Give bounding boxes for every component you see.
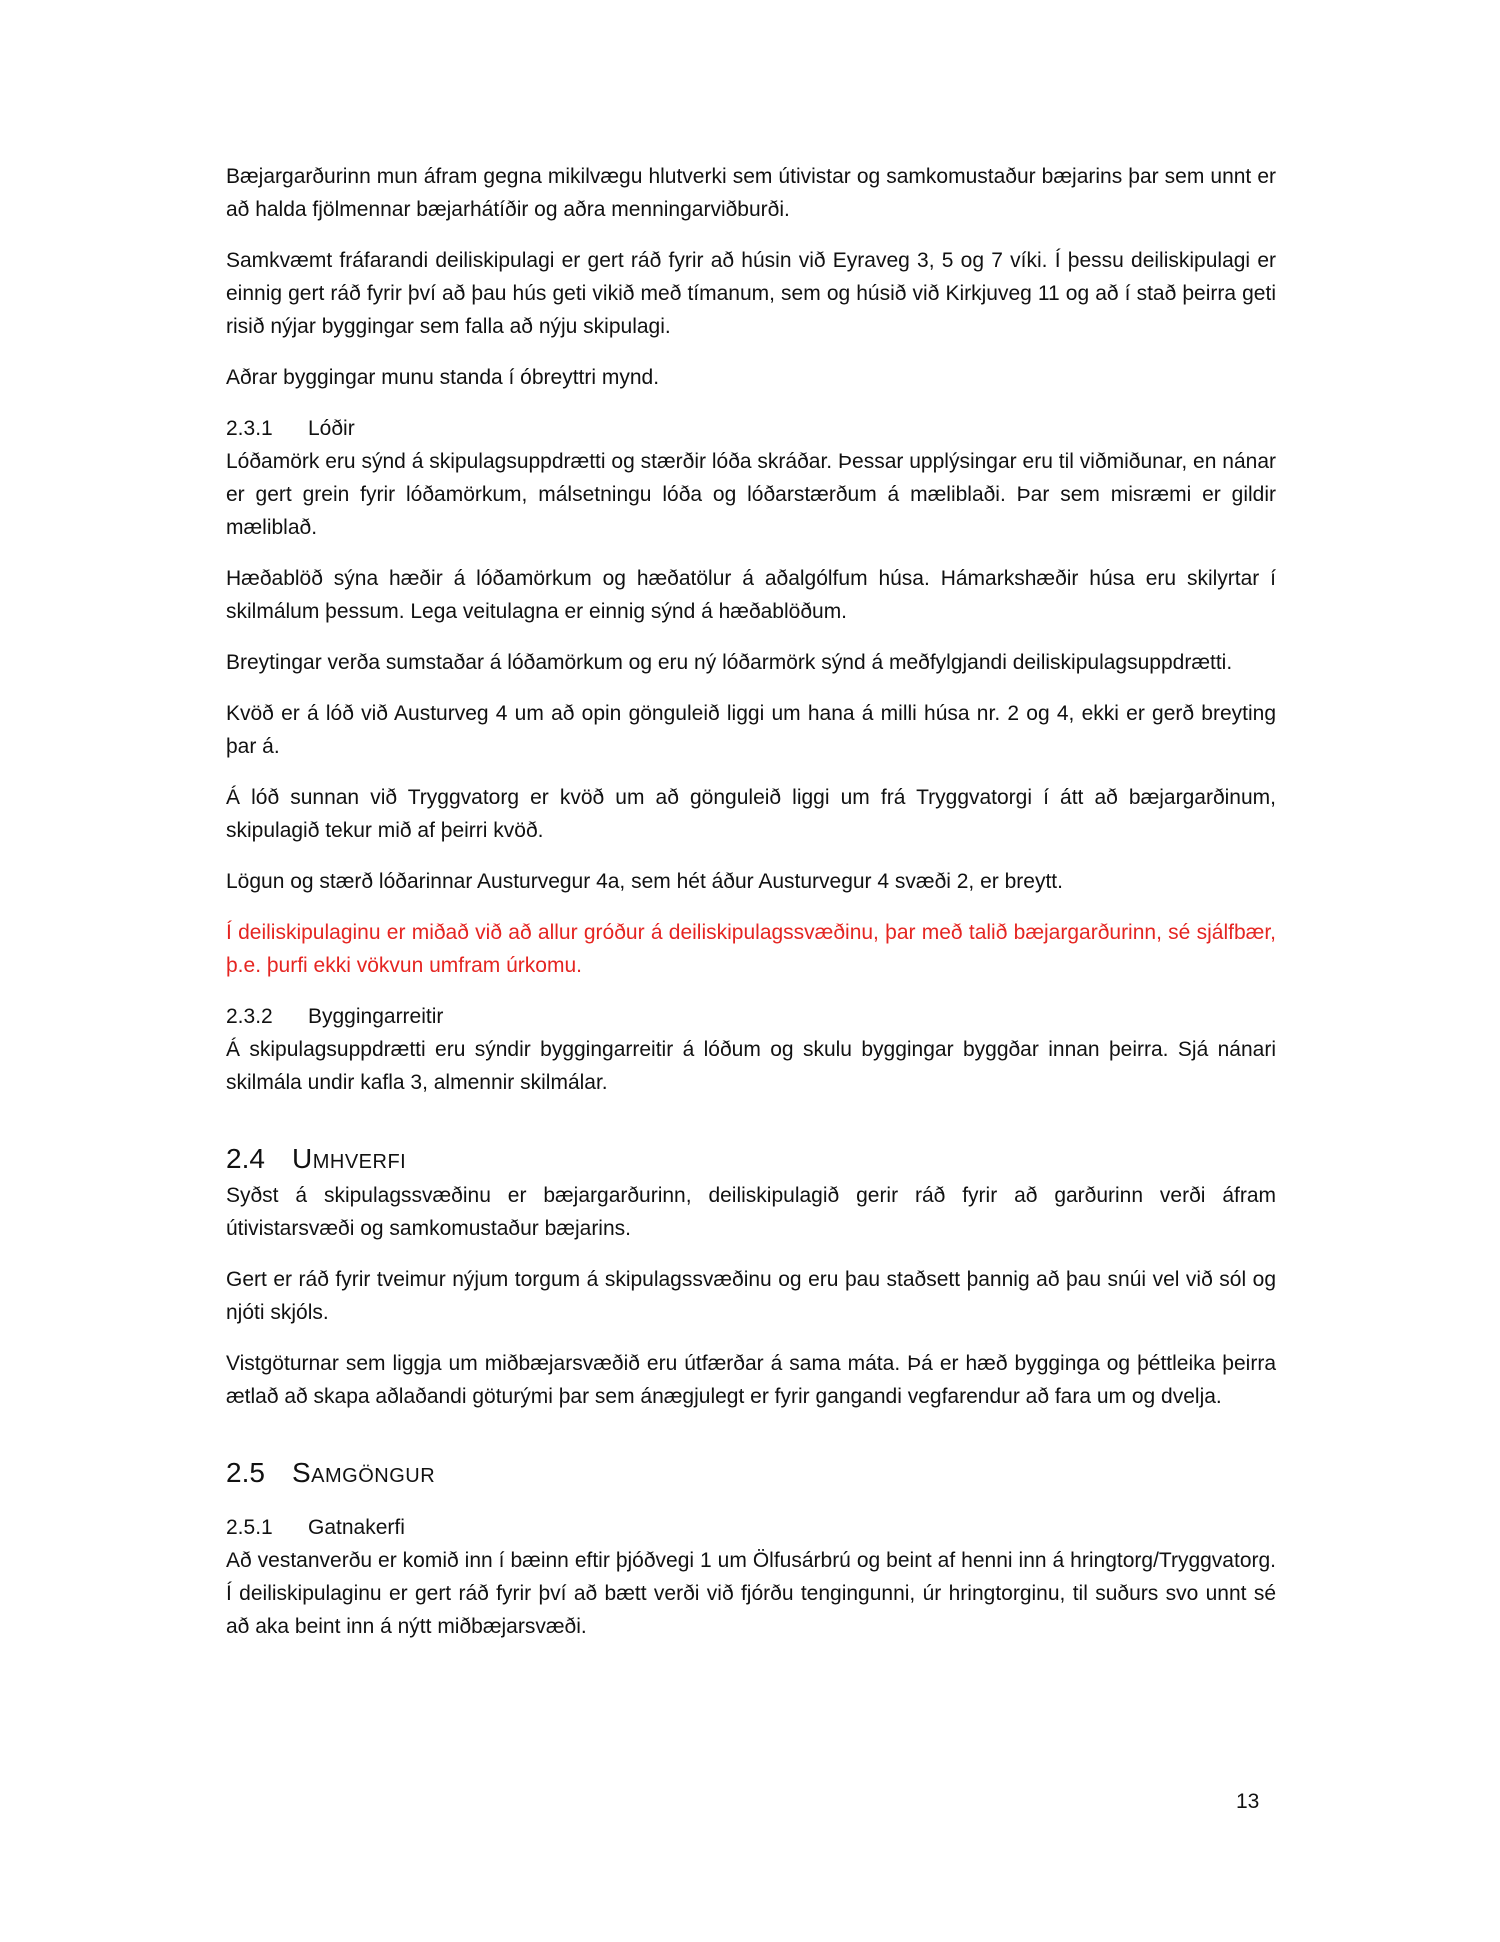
paragraph: Bæjargarðurinn mun áfram gegna mikilvægu hlutverki sem útivistar og samkomustaður bæjarins þar sem unnt er að halda fjölmennar bæjarhátíðir og aðra menningarviðburði. <box>226 165 1276 221</box>
section-number: 2.4 <box>226 1143 265 1174</box>
paragraph: Vistgöturnar sem liggja um miðbæjarsvæðið eru útfærðar á sama máta. Þá er hæð bygginga og þéttleika þeirra ætlað að skapa aðlaðandi göturými þar sem ánægjulegt er fyrir gangandi vegfarendur að fara um og dvelja. <box>226 1352 1276 1408</box>
section-number: 2.5 <box>226 1457 265 1488</box>
paragraph: Aðrar byggingar munu standa í óbreyttri mynd. <box>226 366 660 389</box>
subsection-title: Byggingarreitir <box>308 1005 444 1028</box>
subsection-number: 2.3.1 <box>226 417 273 440</box>
subsection-heading-byggingarreitir <box>226 1000 1276 1033</box>
paragraph: Lögun og stærð lóðarinnar Austurvegur 4a, sem hét áður Austurvegur 4 svæði 2, er breytt. <box>226 870 1063 893</box>
document-page <box>226 160 1276 1661</box>
subsection-heading-lodir <box>226 412 1276 445</box>
section-title: Samgöngur <box>292 1457 436 1488</box>
subsection-number: 2.3.2 <box>226 1005 273 1028</box>
paragraph: Samkvæmt fráfarandi deiliskipulagi er gert ráð fyrir að húsin við Eyraveg 3, 5 og 7 víki. Í þessu deiliskipulagi er einnig gert ráð fyrir því að þau hús geti vikið með tímanum, sem og húsið við Kirkjuveg 11 og að í stað þeirra geti risið nýjar byggingar sem falla að nýju skipulagi. <box>226 249 1276 338</box>
paragraph: Kvöð er á lóð við Austurveg 4 um að opin gönguleið liggi um hana á milli húsa nr. 2 og 4, ekki er gerð breyting þar á. <box>226 702 1276 758</box>
section-heading-umhverfi <box>226 1139 1276 1179</box>
highlighted-paragraph: Í deiliskipulaginu er miðað við að allur gróður á deiliskipulagssvæðinu, þar með talið bæjargarðurinn, sé sjálfbær, þ.e. þurfi ekki vökvun umfram úrkomu. <box>226 921 1276 977</box>
section-title: Umhverfi <box>292 1143 407 1174</box>
subsection-title: Lóðir <box>308 417 355 440</box>
subsection-title: Gatnakerfi <box>308 1516 405 1539</box>
paragraph: Á skipulagsuppdrætti eru sýndir byggingarreitir á lóðum og skulu byggingar byggðar innan þeirra. Sjá nánari skilmála undir kafla 3, almennir skilmálar. <box>226 1038 1276 1094</box>
subsection-heading-gatnakerfi <box>226 1511 1276 1544</box>
section-heading-samgongur <box>226 1453 1276 1493</box>
paragraph: Lóðamörk eru sýnd á skipulagsuppdrætti og stærðir lóða skráðar. Þessar upplýsingar eru til viðmiðunar, en nánar er gert grein fyrir lóðamörkum, málsetningu lóða og lóðarstærðum á mæliblaði. Þar sem misræmi er gildir mæliblað. <box>226 450 1276 539</box>
paragraph: Hæðablöð sýna hæðir á lóðamörkum og hæðatölur á aðalgólfum húsa. Hámarkshæðir húsa eru skilyrtar í skilmálum þessum. Lega veitulagna er einnig sýnd á hæðablöðum. <box>226 567 1276 623</box>
paragraph: Breytingar verða sumstaðar á lóðamörkum og eru ný lóðarmörk sýnd á meðfylgjandi deiliskipulagsuppdrætti. <box>226 651 1233 674</box>
subsection-number: 2.5.1 <box>226 1516 273 1539</box>
paragraph: Á lóð sunnan við Tryggvatorg er kvöð um að gönguleið liggi um frá Tryggvatorgi í átt að bæjargarðinum, skipulagið tekur mið af þeirri kvöð. <box>226 786 1276 842</box>
page-number: 13 <box>1236 1790 1260 1813</box>
paragraph: Gert er ráð fyrir tveimur nýjum torgum á skipulagssvæðinu og eru þau staðsett þannig að þau snúi vel við sól og njóti skjóls. <box>226 1268 1276 1324</box>
paragraph: Syðst á skipulagssvæðinu er bæjargarðurinn, deiliskipulagið gerir ráð fyrir að garðurinn verði áfram útivistarsvæði og samkomustaður bæjarins. <box>226 1184 1276 1240</box>
paragraph: Að vestanverðu er komið inn í bæinn eftir þjóðvegi 1 um Ölfusárbrú og beint af henni inn á hringtorg/Tryggvatorg. Í deiliskipulaginu er gert ráð fyrir því að bætt verði við fjórðu tengingunni, úr hringtorginu, til suðurs svo unnt sé að aka beint inn á nýtt miðbæjarsvæði. <box>226 1549 1276 1638</box>
